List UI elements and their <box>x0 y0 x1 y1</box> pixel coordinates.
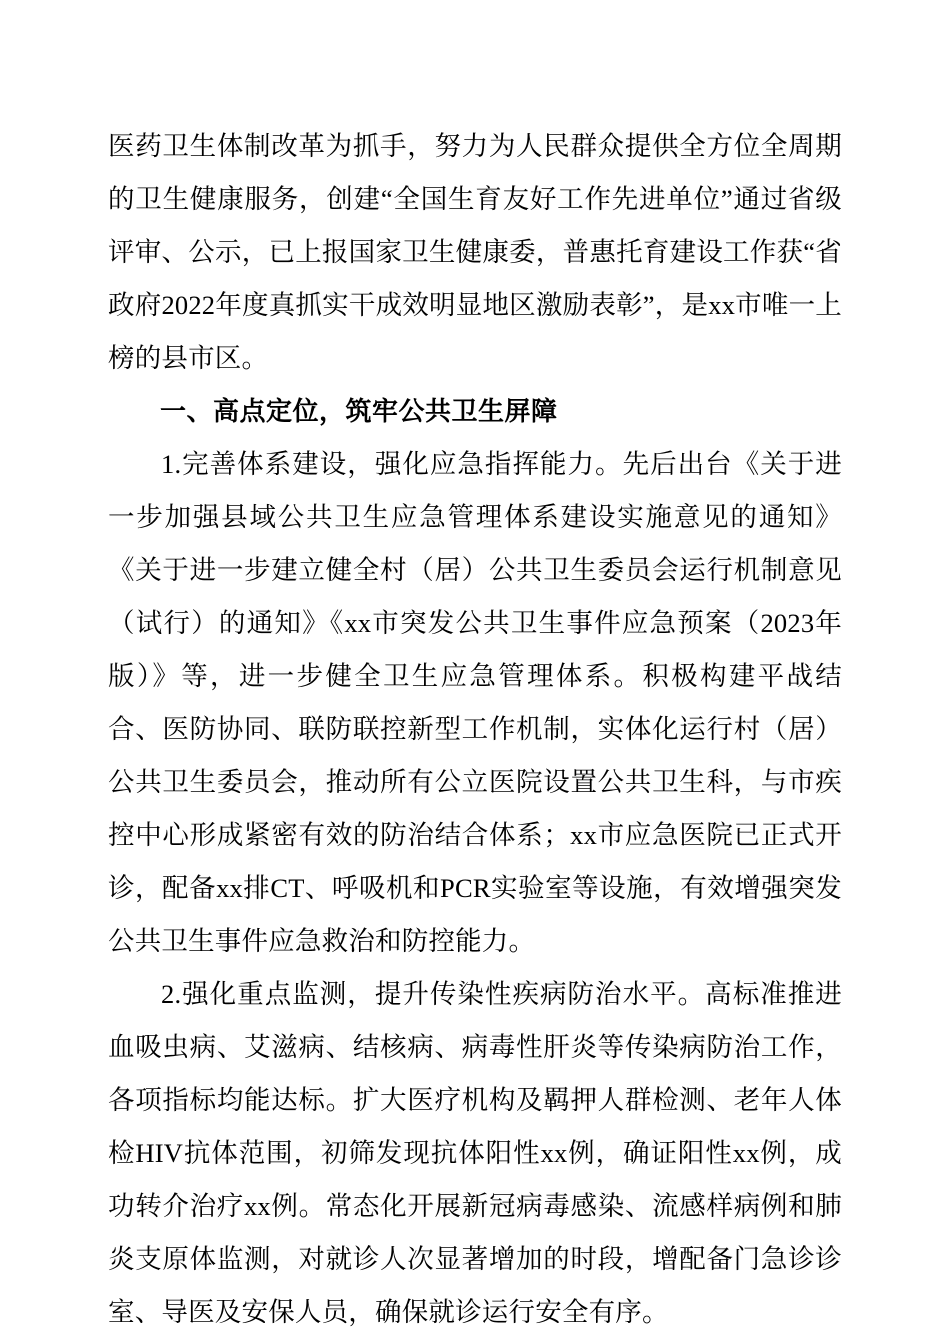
paragraph-item-2: 2.强化重点监测，提升传染性疾病防治水平。高标准推进血吸虫病、艾滋病、结核病、病毒性肝炎等传染病防治工作，各项指标均能达标。扩大医疗机构及羁押人群检测、老年人体检HIV抗体范围，初筛发现抗体阳性xx例，确证阳性xx例，成功转介治疗xx例。常态化开展新冠病毒感染、流感样病例和肺炎支原体监测，对就诊人次显著增加的时段，增配备门急诊诊室、导医及安保人员，确保就诊运行安全有序。 <box>108 979 842 1327</box>
paragraph-item-1: 1.完善体系建设，强化应急指挥能力。先后出台《关于进一步加强县域公共卫生应急管理体系建设实施意见的通知》《关于进一步建立健全村（居）公共卫生委员会运行机制意见（试行）的通知》《xx市突发公共卫生事件应急预案（2023年版）》等，进一步健全卫生应急管理体系。积极构建平战结合、医防协同、联防联控新型工作机制，实体化运行村（居）公共卫生委员会，推动所有公立医院设置公共卫生科，与市疾控中心形成紧密有效的防治结合体系；xx市应急医院已正式开诊，配备xx排CT、呼吸机和PCR实验室等设施，有效增强突发公共卫生事件应急救治和防控能力。 <box>108 449 842 956</box>
document-body <box>108 120 842 1339</box>
paragraph-continuation: 医药卫生体制改革为抓手，努力为人民群众提供全方位全周期的卫生健康服务，创建“全国生育友好工作先进单位”通过省级评审、公示，已上报国家卫生健康委，普惠托育建设工作获“省政府2022年度真抓实干成效明显地区激励表彰”，是xx市唯一上榜的县市区。 <box>108 131 842 373</box>
section-heading-1: 一、高点定位，筑牢公共卫生屏障 <box>160 396 558 426</box>
